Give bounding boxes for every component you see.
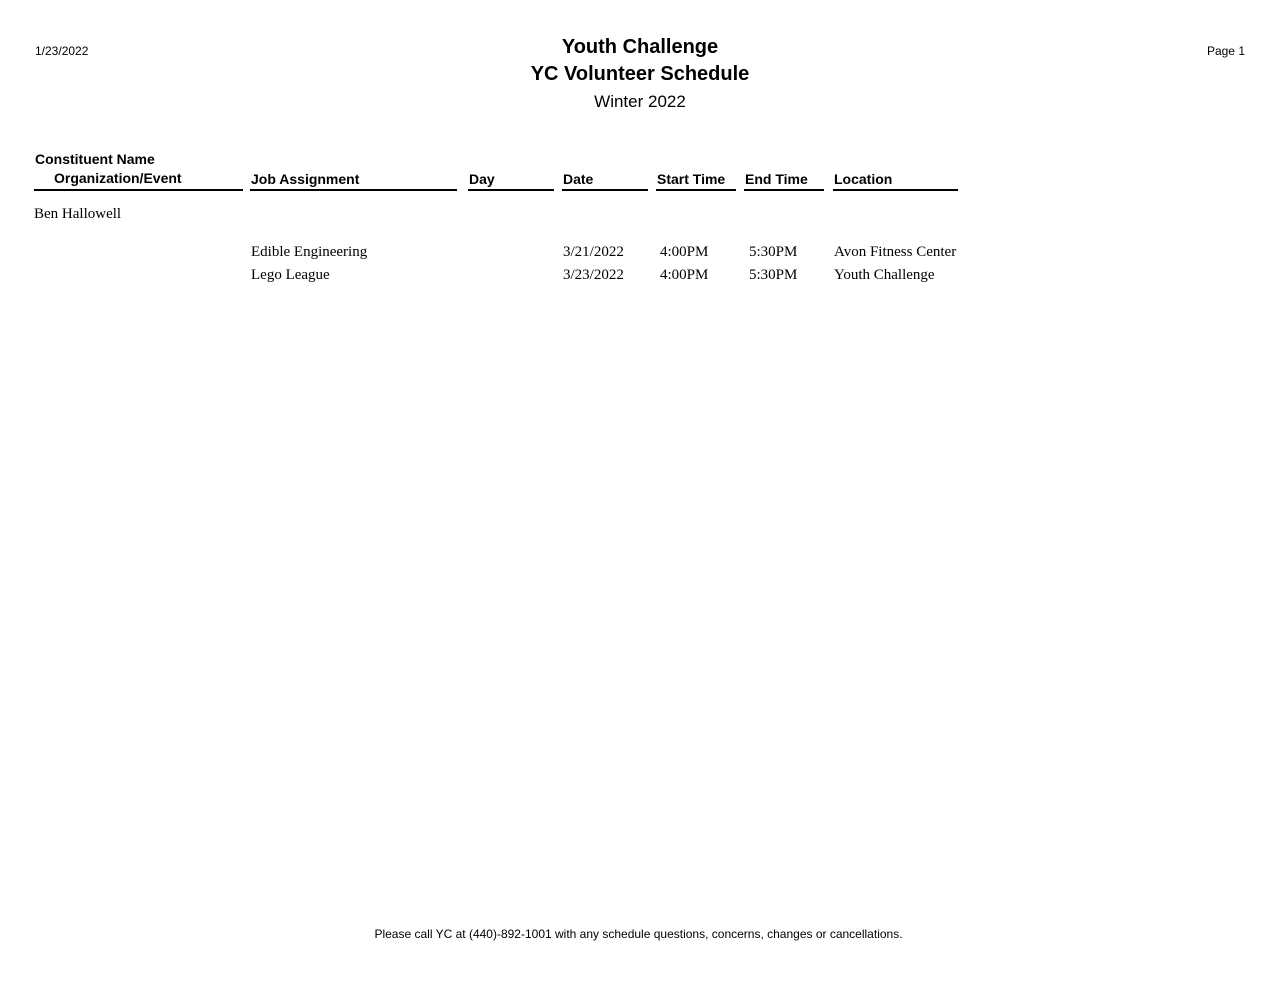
report-title: YC Volunteer Schedule: [530, 63, 750, 85]
page-number: Page 1: [1206, 44, 1245, 58]
column-header-organization-event: Organization/Event: [54, 170, 182, 186]
start-time-cell: 4:00PM: [660, 244, 709, 260]
footer-note: Please call YC at (440)-892-1001 with any schedule questions, concerns, changes or cancellations.: [374, 927, 903, 941]
column-underline: [34, 189, 243, 191]
end-time-cell: 5:30PM: [749, 267, 798, 283]
column-underline: [656, 189, 736, 191]
organization-title: Youth Challenge: [561, 36, 719, 58]
start-time-cell: 4:00PM: [660, 267, 709, 283]
column-header-day: Day: [469, 171, 495, 187]
column-header-job-assignment: Job Assignment: [251, 171, 360, 187]
column-header-constituent-name: Constituent Name: [35, 151, 155, 167]
constituent-name: Ben Hallowell: [34, 206, 122, 222]
end-time-cell: 5:30PM: [749, 244, 798, 260]
print-date: 1/23/2022: [35, 44, 89, 58]
job-assignment-cell: Edible Engineering: [251, 244, 368, 260]
date-cell: 3/23/2022: [563, 267, 624, 283]
column-underline: [833, 189, 958, 191]
location-cell: Youth Challenge: [834, 267, 935, 283]
column-underline: [468, 189, 554, 191]
column-underline: [250, 189, 457, 191]
column-underline: [744, 189, 824, 191]
column-underline: [562, 189, 648, 191]
date-cell: 3/21/2022: [563, 244, 624, 260]
job-assignment-cell: Lego League: [251, 267, 330, 283]
column-header-start-time: Start Time: [657, 171, 726, 187]
location-cell: Avon Fitness Center: [834, 244, 957, 260]
column-header-location: Location: [834, 171, 893, 187]
column-header-date: Date: [563, 171, 594, 187]
column-header-end-time: End Time: [745, 171, 808, 187]
season-subtitle: Winter 2022: [594, 92, 686, 111]
